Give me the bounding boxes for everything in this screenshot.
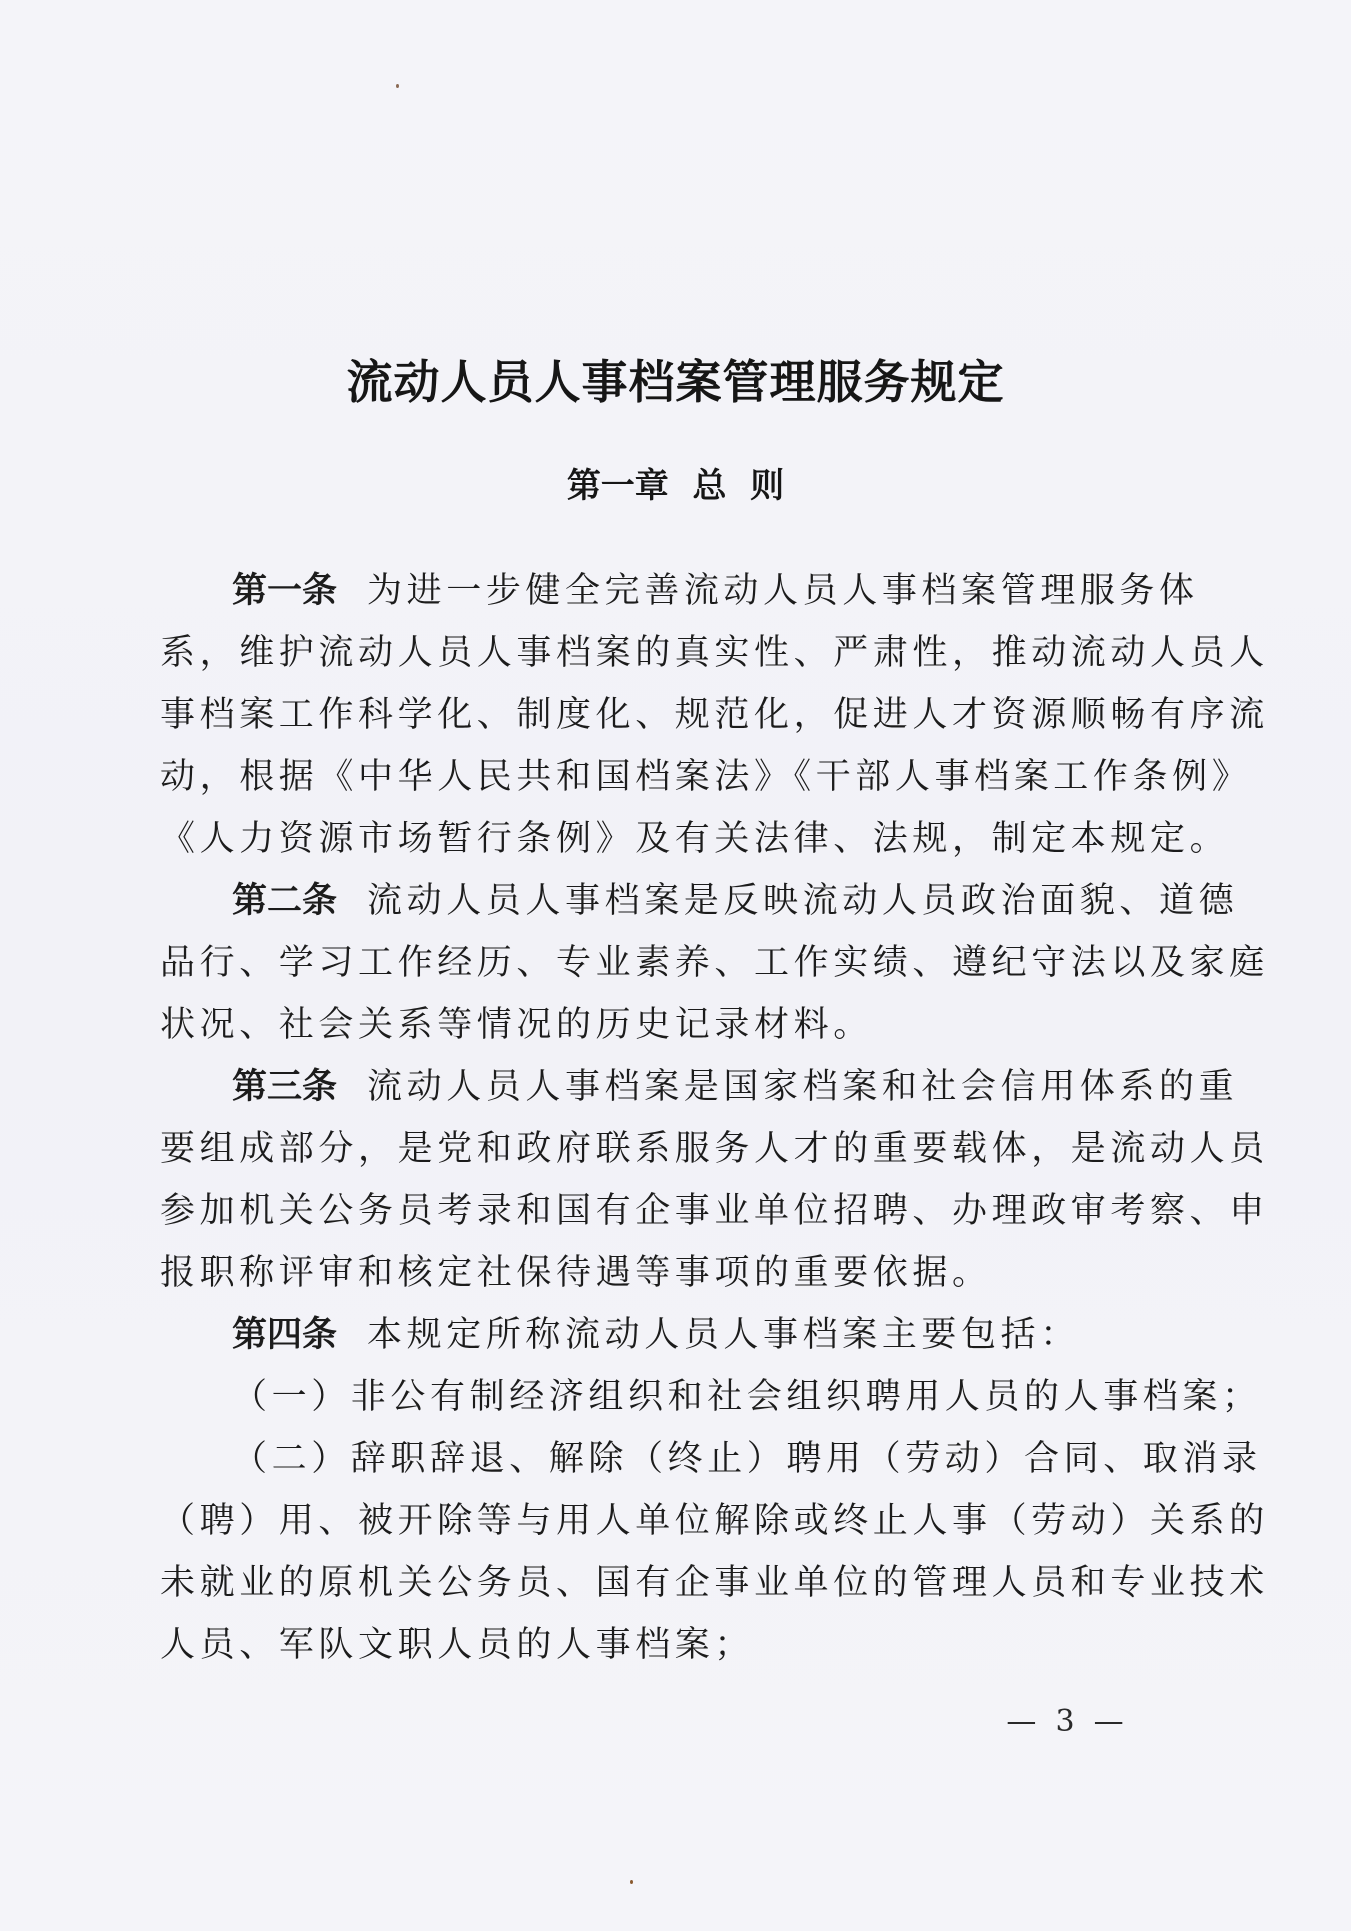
list-item-2-continuation: 人员、军队文职人员的人事档案； (160, 1625, 755, 1665)
article-text-line: 《人力资源市场暂行条例》及有关法律、法规，制定本规定。 (160, 819, 1230, 859)
document-body (160, 560, 1269, 1676)
article-1-line-1 (160, 560, 1199, 622)
scan-speck (630, 1880, 633, 1884)
article-text-line: 状况、社会关系等情况的历史记录材料。 (160, 1005, 873, 1045)
article-text-line: 要组成部分，是党和政府联系服务人才的重要载体，是流动人员 (160, 1129, 1269, 1169)
document-title: 流动人员人事档案管理服务规定 (346, 355, 1005, 409)
article-text: 为进一步健全完善流动人员人事档案管理服务体 (367, 571, 1199, 611)
article-text-line: 系，维护流动人员人事档案的真实性、严肃性，推动流动人员人 (160, 633, 1269, 673)
article-label: 第二条 (232, 881, 338, 921)
article-label: 第三条 (232, 1067, 338, 1107)
list-item-2-continuation: 未就业的原机关公务员、国有企事业单位的管理人员和专业技术 (160, 1563, 1269, 1603)
page-number: — 3 — (1006, 1704, 1124, 1739)
article-text-line: 报职称评审和核定社保待遇等事项的重要依据。 (160, 1253, 992, 1293)
article-text-line: 参加机关公务员考录和国有企事业单位招聘、办理政审考察、申 (160, 1191, 1269, 1231)
chapter-heading: 第一章 总 则 (566, 466, 785, 506)
article-text: 流动人员人事档案是国家档案和社会信用体系的重 (367, 1067, 1239, 1107)
article-text: 流动人员人事档案是反映流动人员政治面貌、道德 (367, 881, 1239, 921)
article-3-line-1 (160, 1056, 1239, 1118)
article-2-line-1 (160, 870, 1239, 932)
article-text-line: 品行、学习工作经历、专业素养、工作实绩、遵纪守法以及家庭 (160, 943, 1269, 983)
article-text: 本规定所称流动人员人事档案主要包括： (367, 1315, 1080, 1355)
article-text-line: 事档案工作科学化、制度化、规范化，促进人才资源顺畅有序流 (160, 695, 1269, 735)
article-label: 第一条 (232, 571, 338, 611)
list-item-1: （一）非公有制经济组织和社会组织聘用人员的人事档案； (232, 1377, 1262, 1417)
article-label: 第四条 (232, 1315, 338, 1355)
article-4-line-1 (160, 1304, 1160, 1366)
article-text-line: 动，根据《中华人民共和国档案法》《干部人事档案工作条例》 (160, 757, 1252, 797)
scan-speck (396, 84, 399, 88)
list-item-2-continuation: （聘）用、被开除等与用人单位解除或终止人事（劳动）关系的 (160, 1501, 1269, 1541)
list-item-2: （二）辞职辞退、解除（终止）聘用（劳动）合同、取消录 (232, 1439, 1262, 1479)
